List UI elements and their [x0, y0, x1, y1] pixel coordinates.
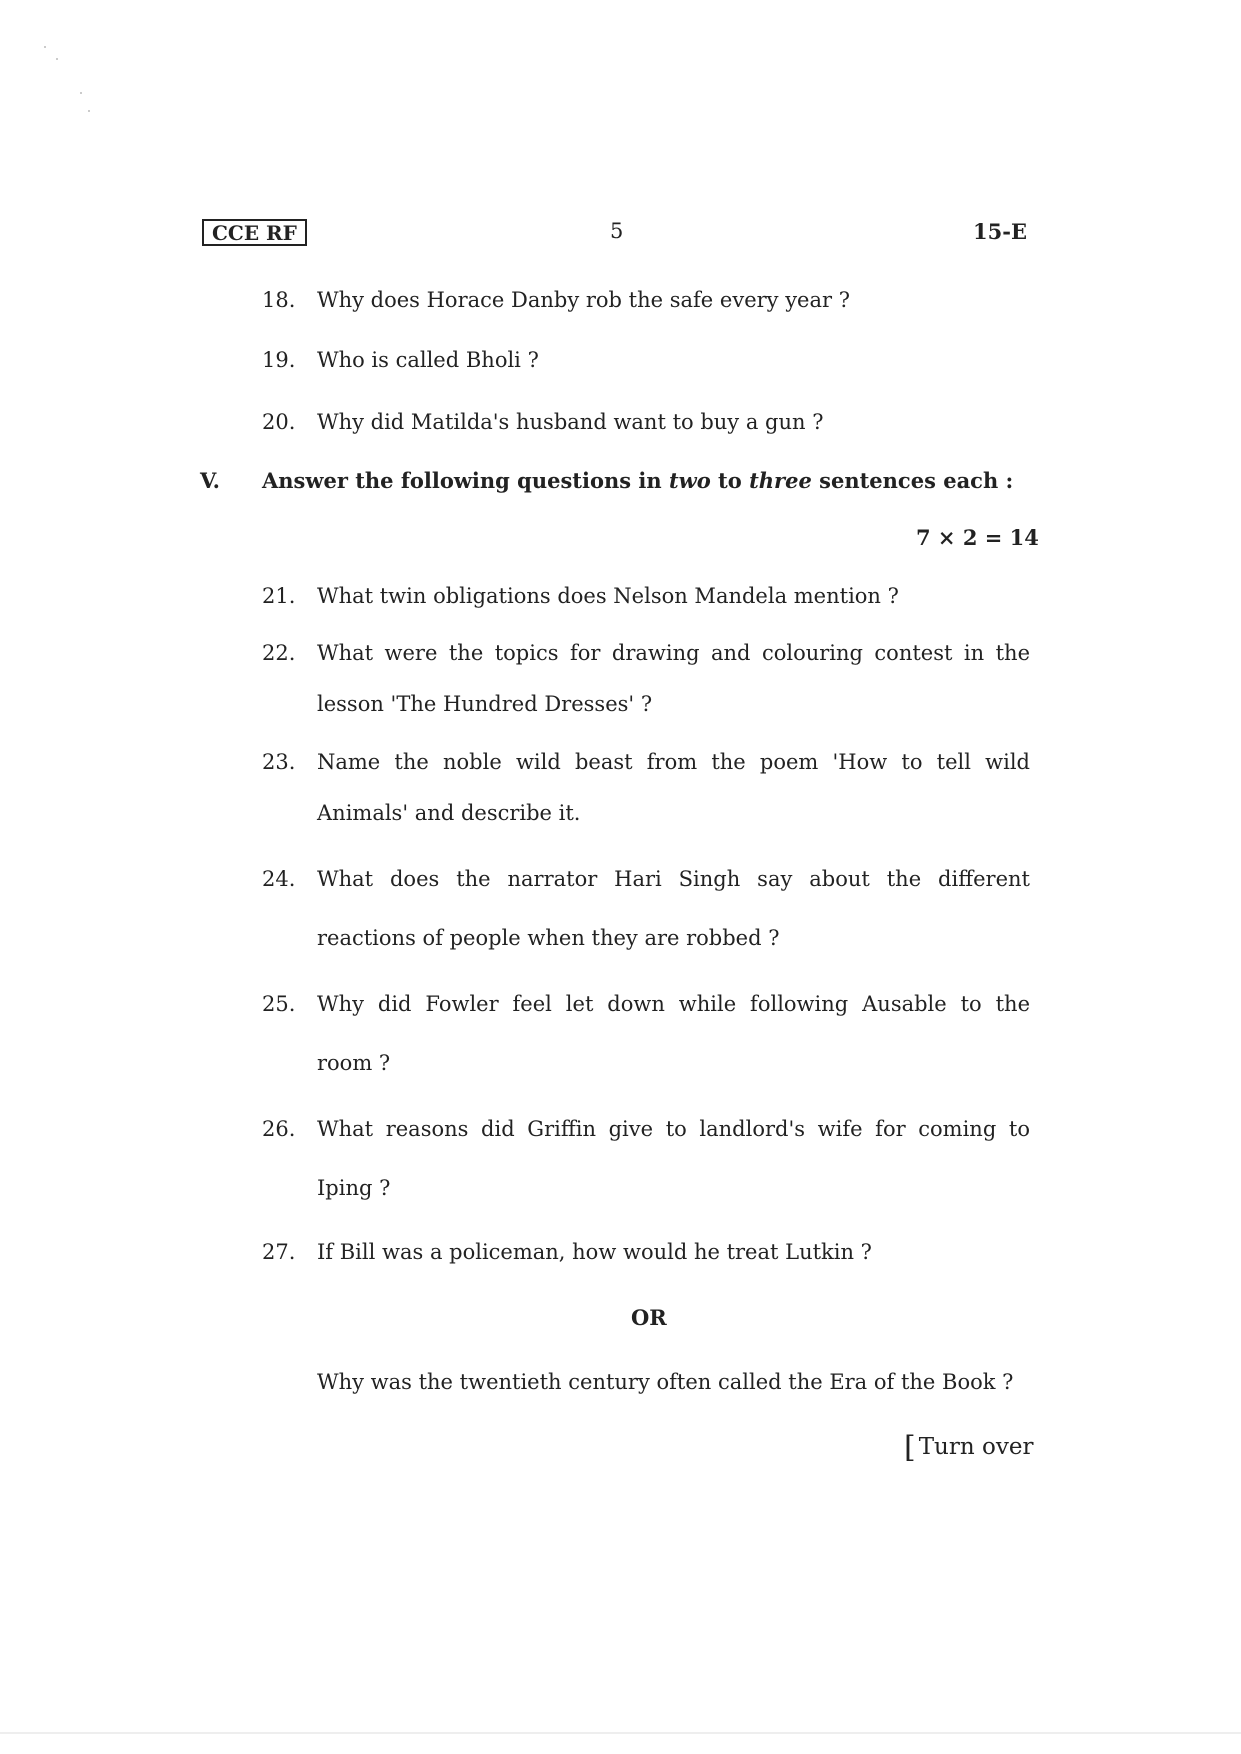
question-number: 24.: [262, 867, 296, 891]
paper-code-box: CCE RF: [202, 219, 307, 246]
question-number: 23.: [262, 750, 296, 774]
question-text: Why does Horace Danby rob the safe every year ?: [317, 288, 850, 312]
question-text: Iping ?: [317, 1176, 391, 1200]
question-number: 21.: [262, 584, 296, 608]
scan-speck: [44, 46, 46, 48]
question-text: If Bill was a policeman, how would he treat Lutkin ?: [317, 1240, 872, 1264]
section-instruction: Answer the following questions in two to three sentences each :: [262, 468, 1014, 493]
section-number: V.: [200, 468, 220, 493]
question-text: room ?: [317, 1051, 391, 1075]
question-number: 27.: [262, 1240, 296, 1264]
scan-speck: [56, 58, 58, 60]
question-number: 18.: [262, 288, 296, 312]
section-marks: 7 × 2 = 14: [916, 525, 1039, 550]
question-text: What reasons did Griffin give to landlord's wife for coming to: [317, 1117, 1030, 1141]
scan-speck: [80, 92, 82, 94]
scan-edge-line: [0, 1732, 1241, 1734]
turn-over-note: [ Turn over: [904, 1430, 1034, 1465]
alternative-question-text: Why was the twentieth century often called the Era of the Book ?: [317, 1370, 1014, 1394]
question-text: Why did Matilda's husband want to buy a gun ?: [317, 410, 824, 434]
page-number: 5: [610, 219, 624, 243]
paper-code: 15-E: [973, 219, 1027, 244]
scan-speck: [88, 110, 90, 112]
question-text: Name the noble wild beast from the poem 'How to tell wild: [317, 750, 1030, 774]
question-text: What twin obligations does Nelson Mandela mention ?: [317, 584, 899, 608]
or-label: OR: [631, 1305, 667, 1330]
question-text: Who is called Bholi ?: [317, 348, 539, 372]
question-number: 26.: [262, 1117, 296, 1141]
question-number: 25.: [262, 992, 296, 1016]
question-number: 22.: [262, 641, 296, 665]
question-text: Animals' and describe it.: [317, 801, 581, 825]
question-text: lesson 'The Hundred Dresses' ?: [317, 692, 653, 716]
question-number: 19.: [262, 348, 296, 372]
question-text: What were the topics for drawing and colouring contest in the: [317, 641, 1030, 665]
question-text: What does the narrator Hari Singh say about the different: [317, 867, 1030, 891]
question-text: Why did Fowler feel let down while following Ausable to the: [317, 992, 1030, 1016]
bracket-glyph: [: [904, 1430, 916, 1465]
question-number: 20.: [262, 410, 296, 434]
question-text: reactions of people when they are robbed ?: [317, 926, 780, 950]
